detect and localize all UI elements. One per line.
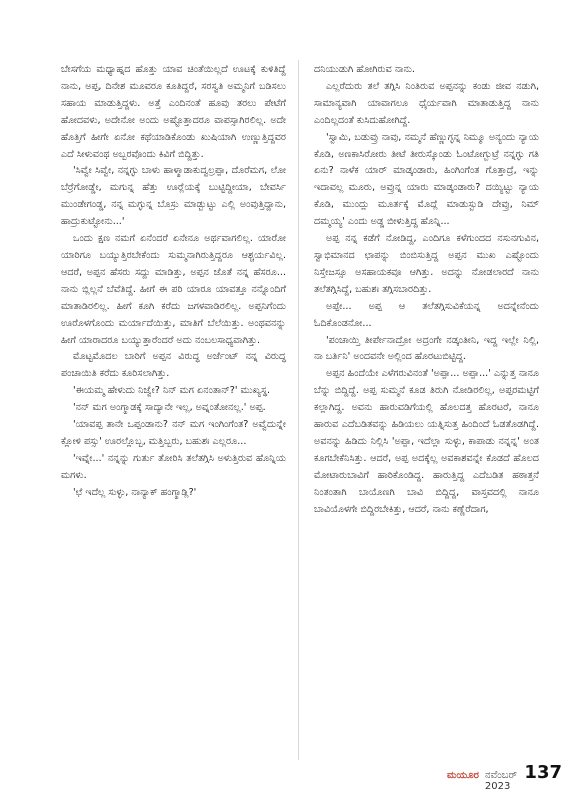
paragraph: 'ಸ್ವಾಮಿ, ಬಡುವ್ರು ನಾವು, ನಮ್ಮನೆ ಹೆಣ್ಣುಗ್ಳನ್ನ ನಿಮ್ಮೂ ಅನ್ಯಂದು ನ್ಯಾಯ ಕೊಡಿ, ಅಣಕಾಸಿರೋರು ತೀಟೆ ತೀರುಸ್ಕೊಂಡು ಓಂಟೋಗ್ಬುಟ್ರೆ ನನ್ನಗ್ಳು ಗತಿ ಏನು? ನಾಳೆಕ ಯಾರ್ ಮಾಡ್ಕಂಡಾರು, ಹಿಂಗಿಂಗೆಂತ ಗೊತ್ತಾದ್ರೆ, ಇನ್ನು ಇದಾವಲ್ಲ ಮೂರು, ಅವ್ರುನ್ನ ಯಾರು ಮಾಡ್ಕಂಡಾರು? ದಯ್ಯಿಟ್ಟು ನ್ಯಾಯ ಕೊಡಿ, ಮುಂದ್ಲು ಮೂರ್ತಕ್ಕೆ ಮೊದ್ಲೆ ಮಾಡುಸ್ಬುಡಿ ದೇವ್ರು, ನಿಮ್ ದಮ್ಮಯ್ಯ' ಎಂದು ಅಡ್ಡ ಬೀಳುತ್ತಿದ್ದ ಹೊನ್ನಿ... (314, 131, 539, 228)
issue-date: ನವೆಂಬರ್ 2023 (484, 770, 518, 792)
page-footer (447, 762, 562, 792)
paragraph: 'ಪಂಚಾಯ್ತಿ ತೀರ್ಪೇನಾದ್ರೋ ಅದ್ರಂಗೇ ನಡ್ಕಂತೀನಿ, ಇದ್ದ ಇಲ್ಲೇ ನಿಲ್ಲಿ, ನಾ ಬರ್ತಿನಿ' ಅಂದವನೇ ಅಲ್ಲಿಂದ ಹೊರಟುಬಿಟ್ಟಿದ್ದ. (314, 334, 539, 363)
column-divider (298, 60, 299, 760)
paragraph: ಒಂದು ಕ್ಷಣ ನಮಗೆ ಏನೆಂದರೆ ಏನೇನೂ ಅರ್ಥವಾಗಲಿಲ್ಲ. ಯಾರೋ ಯಾರಿಗೂ ಬಯ್ಯುತ್ತಿರಬೇಕೆಂದು ಸುಮ್ಮನಾಗಿರುತ್ತಿದ್ದರೂ ಆಶ್ಚರ್ಯವಿಲ್ಲ. ಆದರೆ, ಅಪ್ಪನ ಹೆಸರು ಸದ್ದು ಮಾಡಿತ್ತು, ಅಪ್ಪನ ಜೊತೆ ನನ್ನ ಹೆಸರೂ... ನಾನು ಬ್ಲಿಲ್ಲನೆ ಬೆವೆತಿದ್ದೆ. ಹೀಗೆ ಈ ಪರಿ ಯಾರೂ ಯಾವತ್ತೂ ನನ್ನೊಂದಿಗೆ ಮಾತಾಡಿರಲಿಲ್ಲ. ಹೀಗೆ ಕೂಗಿ ಕರೆದು ಜಗಳವಾಡಿರಲಿಲ್ಲ. ಅಪ್ಪನಿಗೆಂದು ಊರೊಳಗೊಂದು ಮರ್ಯಾದೆಯಿತ್ತು, ಮಾತಿಗೆ ಬೆಲೆಯಿತ್ತು. ಅಂಥವನನ್ನು ಹೀಗೆ ಯಾರಾದರೂ ಬಯ್ಯುತ್ತಾರೆಂದರೆ ಅದು ನಂಬಲಸಾಧ್ಯವಾಗಿತ್ತು. (61, 233, 286, 346)
paragraph: ದನಿಯುಡುಗಿ ಹೋಗಿರುವ ನಾನು. (314, 64, 415, 75)
paragraph: 'ಛೆ ಇದೆಲ್ಲ ಸುಳ್ಳು, ನಾನ್ಯಾಕ್ ಹಂಗ್ಮಾಡ್ಲಿ?' (73, 486, 197, 498)
paragraph: ಅಪ್ಪೇ... ಅಪ್ಪ ಆ ತಲೆತಗ್ಗಿಸುವಿಕೆಯನ್ನ ಅದನ್ನೇನೆಂದು ಓದಿಕೊಂಡನೋ... (314, 300, 539, 329)
paragraph: ಮೊಟ್ಟಮೊದಲ ಬಾರಿಗೆ ಅಪ್ಪನ ವಿರುದ್ಧ ಅರ್ಜೆಂಟ್ ನನ್ನ ವಿರುದ್ಧ ಪಂಚಾಯಿತಿ ಕರೆದು ಕೂರಿಸಲಾಗಿತ್ತು. (61, 351, 286, 380)
paragraph: ಅಪ್ಪ ನನ್ನ ಕಡೆಗೆ ನೋಡಿದ್ದ, ಎಂದಿಗೂ ಕಳೆಗುಂದದ ನಸುನಗುವಿನ, ಸ್ವಾಭಿಮಾನದ ಛಾಪನ್ನು ಬಿಂಬಿಸುತ್ತಿದ್ದ ಅಪ್ಪನ ಮುಖ ಎಷ್ಟೊಂದು ನಿಸ್ತೇಜಸ್ಸೂ ಅಸಹಾಯಕವೂ ಆಗಿತ್ತು. ಅದನ್ನು ನೋಡಲಾರದೆ ನಾನು ತಲೆತಗ್ಗಿಸಿದ್ದೆ, ಬಹುಶಃ ತಗ್ಗಿಸಬಾರದಿತ್ತು. (314, 233, 539, 295)
paragraph: ಬೇಸಗೆಯ ಮಧ್ಯಾಹ್ನದ ಹೊತ್ತು ಯಾವ ಚಿಂತೆಯಿಲ್ಲದೆ ಊಟಕ್ಕೆ ಕುಳಿತಿದ್ದೆ ನಾನು, ಅಪ್ಪ, ದಿನೇಶ ಮೂವರೂ ಕೂತಿದ್ದರೆ, ಸರಸ್ವತಿ ಅಮ್ಮನಿಗೆ ಬಡಿಸಲು ಸಹಾಯ ಮಾಡುತ್ತಿದ್ದಳು. ಅತ್ತೆ ಎಂದಿನಂತೆ ಹೂವು ತರಲು ಪೇಟೆಗೆ ಹೋದವಳು, ಅದೇನೋ ಅಂದು ಅಷ್ಟೊತ್ತಾದರೂ ವಾಪಸ್ಸಾಗಿರಲಿಲ್ಲ. ಅದೇ ಹೊತ್ತಿಗೆ ಹೀಗೇ ಏನೋ ಕಥೆಯಾಡಿಕೊಂಡು ಖುಷಿಯಾಗಿ ಉಣ್ಣುತ್ತಿದ್ದವರ ಎದೆ ಸೀಳುವಂಥ ಅಬ್ಬರವೊಂದು ಕಿವಿಗೆ ಬಿದ್ದಿತ್ತು. (61, 64, 286, 160)
paragraph: 'ಯಾವಪ್ಪ ತಾನೇ ಒಪ್ಪಂಡಾನು? ನನ್ ಮಗ ಇಂಗಿಂಗೆಂತ? ಅವ್ವೆದುನ್ನೇ ಕ್ಲೋಳಿ ಪಸ್ಸು' ಊರಲ್ಲೊಬ್ಬ, ಮತ್ತಿಬ್ಬರು, ಬಹುಶಃ ಎಲ್ಲರೂ... (61, 419, 286, 447)
paragraph: 'ಸಿವ್ವೇ ಸಿವ್ವೇ, ನನ್ನಗ್ಳು ಬಾಳು ಹಾಳ್ಮಾಡಾಕುದ್ವಲ್ರಪ್ಪಾ, ದೊರೆಮಗ, ಲೋ ಬೆರ್ರೆಗೋಡ್ಡೇ, ಮಗುನ್ನ ಹೆತ್ತು ಊರ್‍ಲೆಯಕ್ಕೆ ಬುಟ್ಟಿದ್ದೀಯಾ, ಬೇವರ್ಸಿ ಮುಂಡೇಗಂಡ್ಡ, ನನ್ನ ಮಗ್ಳುನ್ನ ಬೊಸ್ರು ಮಾಡ್ಬುಟ್ಟು ಎಲ್ಲಿ ಅಂವುತ್ತಿದ್ದಾನು, ಹಾದ್ರುಕುಟ್ಟೋನು...' (61, 165, 286, 228)
paragraph: 'ಈಯಮ್ಮ ಹೇಳುದು ನಿಜ್ವೇ? ನಿನ್ ಮಗ ಏನಂತಾನ್?' ಮುಖ್ಯಸ್ಥ. (73, 385, 271, 397)
magazine-logo: ಮಯೂರ (447, 770, 479, 781)
page-number: 137 (524, 762, 562, 783)
right-column (314, 62, 539, 518)
paragraph: ಅಪ್ಪನ ಹಿಂದೆಯೇ ಎಳೆಗರುವಿನಂತೆ 'ಅಪ್ಪಾ... ಅಪ್ಪಾ...' ಎನ್ನುತ್ತ ನಾನೂ ಬೆನ್ನು ಬಿದ್ದಿದ್ದೆ. ಅಪ್ಪ ಸುಮ್ಮನೆ ಕೂಡ ತಿರುಗಿ ನೋಡಿರಲಿಲ್ಲ, ಅಪ್ಪರಮಟ್ಟಿಗೆ ಕಲ್ಲಾಗಿದ್ದ. ಅವನು ಹಾರುವಡಿಗೆಯಲ್ಲಿ ಹೊಲದತ್ತ ಹೊರಟರೆ, ನಾನೂ ಹಾರುವ ಎದೆಬಡಿತವನ್ನು ಹಿಡಿಯಲು ಯತ್ನಿಸುತ್ತ ಹಿಂದಿಂದೆ ಓಡತೊಡಗಿದ್ದೆ. ಅವನನ್ನು ಹಿಡಿದು ನಿಲ್ಲಿಸಿ 'ಅಪ್ಪಾ, ಇದೆಲ್ಲಾ ಸುಳ್ಳು, ಕಾಪಾಡು ನನ್ನನ್ನ' ಅಂತ ಕೂಗಬೇಕೆನಿಸಿತ್ತು. ಆದರೆ, ಅಪ್ಪ ಅದಕ್ಕೆಲ್ಲ ಅವಕಾಶವನ್ನೇ ಕೊಡದೆ ಹೊಲದ ಮೋಟಾರುಬಾವಿಗೆ ಹಾರಿಕೊಂಡಿದ್ದ. ಹಾರುತ್ತಿದ್ದ ಎದೆಬಡಿತ ಹಠಾತ್ತನೆ ನಿಂತಂತಾಗಿ ಬಾಯೊಣಗಿ ಬಾವಿ ಬಿದ್ದಿದ್ದ, ವಾಸ್ತವದಲ್ಲಿ ನಾನೂ ಬಾವಿಯೊಳಗೇ ಬಿದ್ದಿರಬೇಕಿತ್ತು, ಆದರೆ, ನಾನು ಕಣ್ಣೆರೆದಾಗ, (314, 368, 539, 515)
paragraph: ಎಲ್ಲರೆದುರು ತಲೆ ತಗ್ಗಿಸಿ ನಿಂತಿರುವ ಅಪ್ಪನನ್ನು ಕಂಡು ಜೀವ ನಡುಗಿ, ಸಾಮಾನ್ಯವಾಗಿ ಯಾವಾಗಲೂ ಧೈರ್ಯವಾಗಿ ಮಾತಾಡುತ್ತಿದ್ದ ನಾನು ಎಂದಿಲ್ಲದಂತೆ ಕುಸಿದುಹೋಗಿದ್ದೆ. (314, 80, 539, 126)
paragraph: 'ಇವ್ನೇ...' ನನ್ನನ್ನು ಗುರ್ತು ತೋರಿಸಿ ತಲೆತಗ್ಗಿಸಿ ಅಳುತ್ತಿರುವ ಹೊನ್ನಿಯ ಮಗಳು. (61, 452, 286, 481)
left-column (61, 62, 286, 502)
paragraph: 'ನನ್ ಮಗ ಅಂಗ್ಮಾಡಕ್ಕೆ ಸಾದ್ಯಾನೇ ಇಲ್ಲ, ಅವ್ನಂತೋನಲ್ಲ.' ಅಪ್ಪ. (73, 402, 266, 414)
